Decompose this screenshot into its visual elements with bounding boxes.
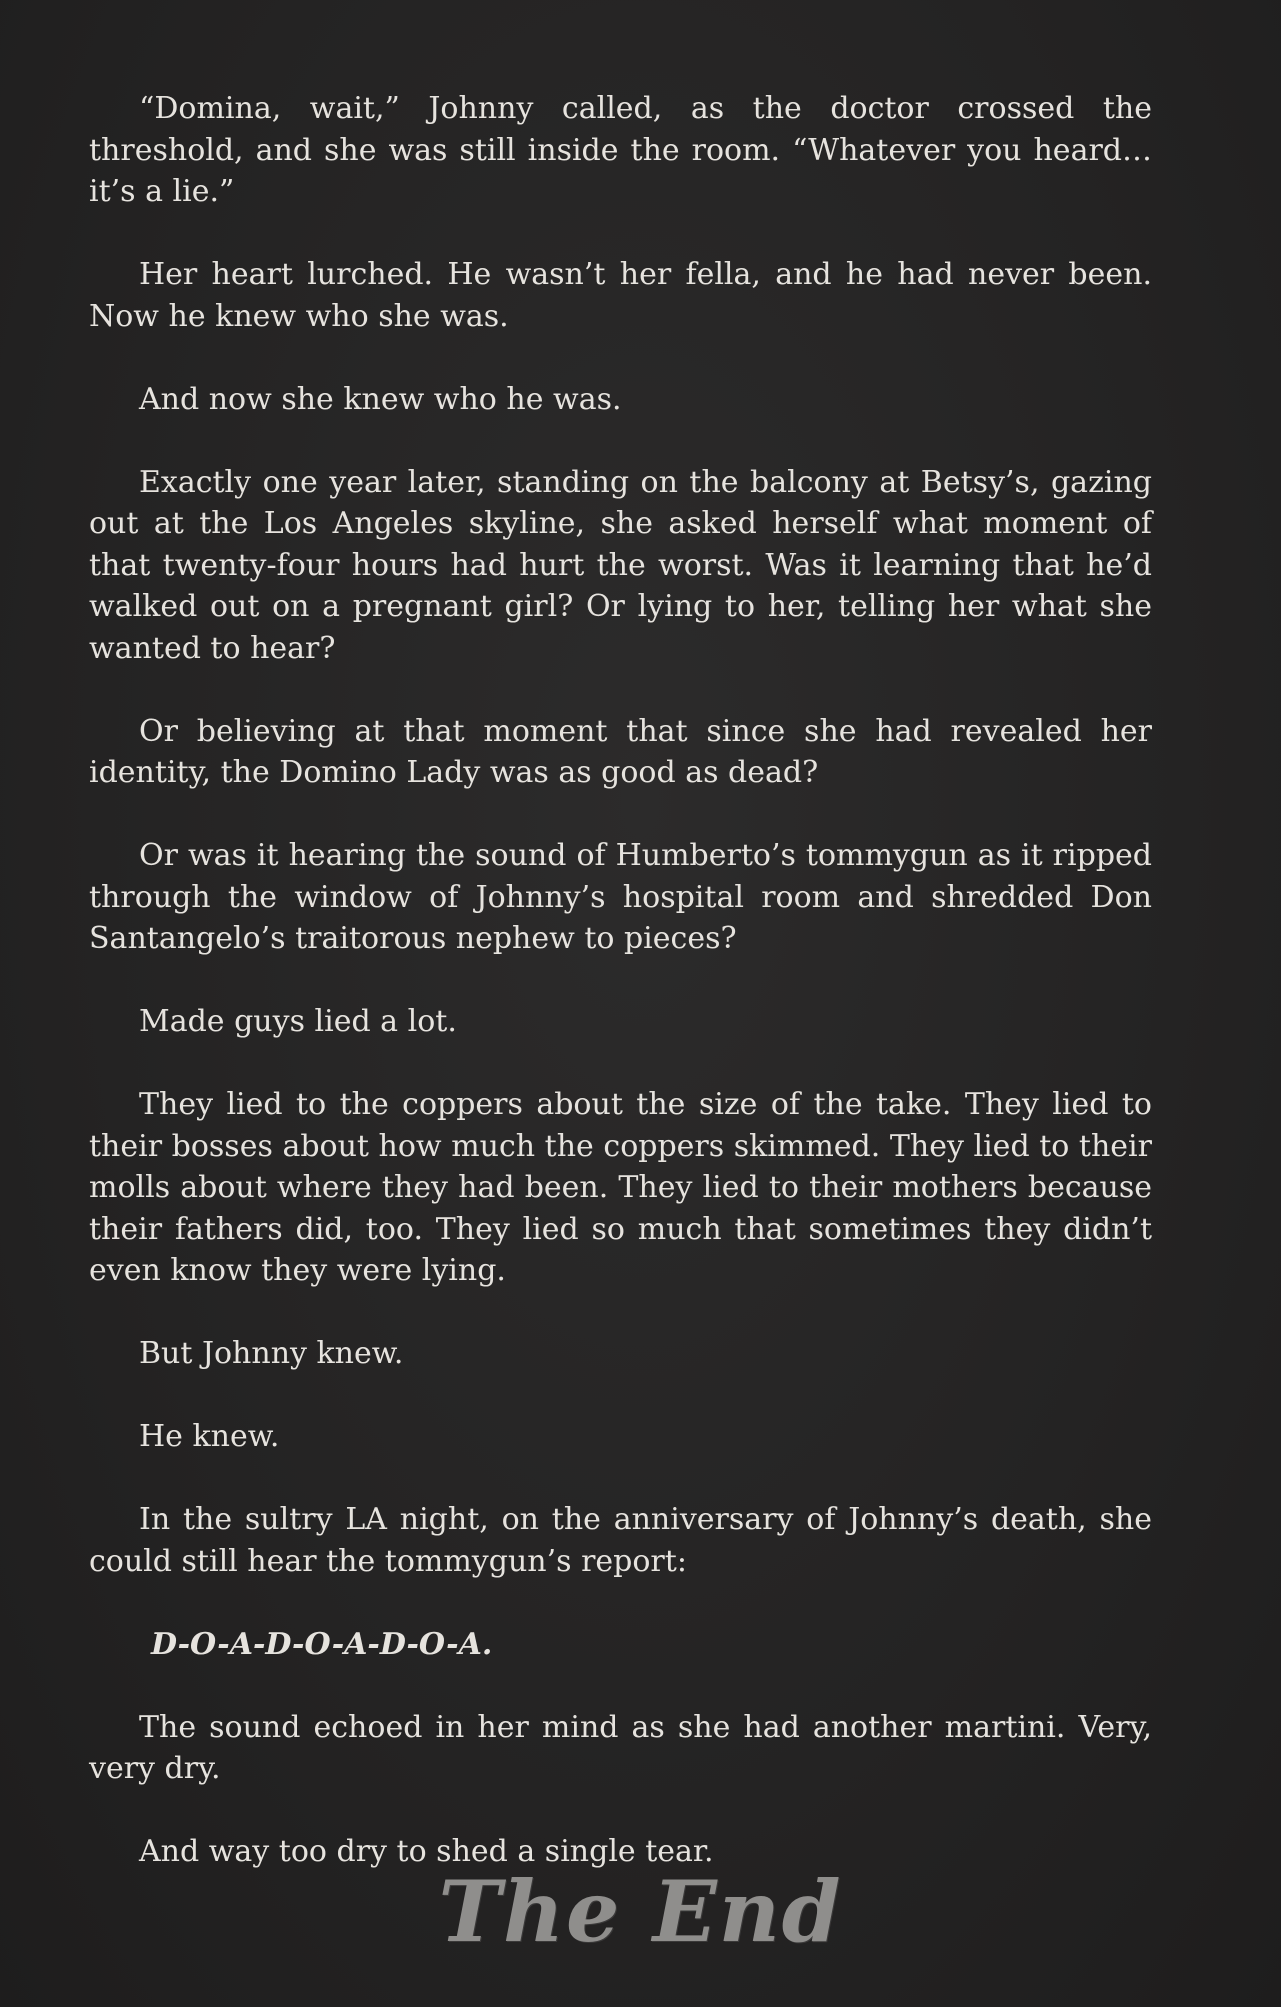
paragraph: Or believing at that moment that since she had revealed her identity, the Domino Lady was as good as dead? — [89, 713, 1152, 790]
paragraph: Her heart lurched. He wasn’t her fella, and he had never been. Now he knew who she was. — [89, 257, 1152, 334]
paragraph: “Domina, wait,” Johnny called, as the doctor crossed the threshold, and she was still inside the room. “Whatever you heard…it’s a lie.” — [89, 91, 1152, 209]
paragraph: They lied to the coppers about the size of the take. They lied to their bosses about how much the coppers skimmed. They lied to their molls about where they had been. They lied to their mothers because their fathers did, too. They lied so much that sometimes they didn’t even know they were lying. — [89, 1087, 1152, 1288]
story-text — [89, 88, 1152, 1914]
sound-effect-line: D-O-A-D-O-A-D-O-A. — [151, 1626, 493, 1662]
the-end-title: The End — [438, 1862, 843, 1961]
paragraph: In the sultry LA night, on the anniversary of Johnny’s death, she could still hear the tommygun’s report: — [89, 1502, 1152, 1579]
paragraph: Exactly one year later, standing on the balcony at Betsy’s, gazing out at the Los Angeles skyline, she asked herself what moment of that twenty-four hours had hurt the worst. Was it learning that he’d walked out on a pregnant girl? Or lying to her, telling her what she wanted to hear? — [89, 464, 1152, 666]
paragraph: And now she knew who he was. — [139, 381, 622, 417]
paragraph: But Johnny knew. — [139, 1336, 404, 1371]
paragraph: He knew. — [139, 1419, 280, 1454]
paragraph: Made guys lied a lot. — [139, 1004, 457, 1039]
paragraph: The sound echoed in her mind as she had another martini. Very, very dry. — [89, 1709, 1152, 1786]
paragraph: And way too dry to shed a single tear. — [139, 1834, 714, 1869]
paragraph: Or was it hearing the sound of Humberto’s tommygun as it ripped through the window of Johnny’s hospital room and shredded Don Santangelo’s traitorous nephew to pieces? — [89, 838, 1152, 956]
